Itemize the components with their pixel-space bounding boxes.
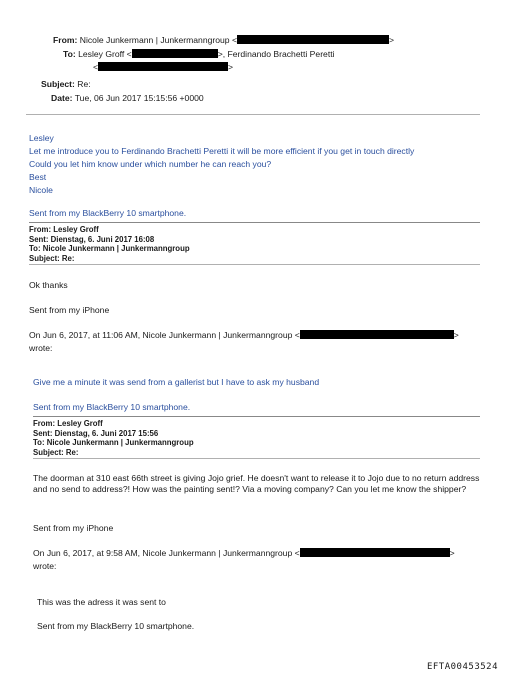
body2-line1: Ok thanks xyxy=(29,280,68,290)
body4-on-line xyxy=(33,548,455,559)
quote2-subject: Subject: Re: xyxy=(33,448,79,458)
from-label: From: xyxy=(53,35,78,45)
body1-line4: Best xyxy=(29,172,47,182)
from-end: > xyxy=(389,35,395,45)
divider xyxy=(33,458,480,459)
redaction-box xyxy=(132,49,218,58)
redaction-box xyxy=(300,330,454,339)
to-label: To: xyxy=(63,49,76,59)
divider xyxy=(29,222,480,223)
quote2-from: From: Lesley Groff xyxy=(33,419,103,428)
body1-line2: Let me introduce you to Ferdinando Brachetti Peretti it will be more efficient if you get in touch directly xyxy=(29,146,415,156)
document-id: EFTA00453524 xyxy=(426,662,498,672)
body1-signature: Sent from my BlackBerry 10 smartphone. xyxy=(29,208,187,218)
body5-signature: Sent from my BlackBerry 10 smartphone. xyxy=(37,621,195,631)
quote1-sent: Sent: Dienstag, 6. Juni 2017 16:08 xyxy=(29,234,155,244)
body2-on-line xyxy=(29,330,459,341)
body2-wrote: wrote: xyxy=(29,343,53,353)
redaction-box xyxy=(98,62,228,71)
body4-paragraph: The doorman at 310 east 66th street is giving Jojo grief. He doesn't want to release it to Jojo due to no return address and no send to address?! How was the painting sent!? Via a moving company? Can you let me know the shipper? xyxy=(33,473,480,495)
header-date-row xyxy=(51,93,204,104)
quote1-subject: Subject: Re: xyxy=(29,254,75,264)
body4-line2: Sent from my iPhone xyxy=(33,523,114,533)
body1-line3: Could you let him know under which number he can reach you? xyxy=(29,159,272,169)
redaction-box xyxy=(300,548,450,557)
quote1-to: To: Nicole Junkermann | Junkermanngroup xyxy=(29,244,190,254)
body2-on-text: On Jun 6, 2017, at 11:06 AM, Nicole Junkermann | Junkermanngroup < xyxy=(29,330,300,340)
subject-value: Re: xyxy=(77,79,91,89)
body2-line2: Sent from my iPhone xyxy=(29,305,110,315)
body1-line1: Lesley xyxy=(29,133,54,143)
body3-line1: Give me a minute it was send from a gallerist but I have to ask my husband xyxy=(33,377,320,387)
body4-wrote: wrote: xyxy=(33,561,57,571)
body4-on-text: On Jun 6, 2017, at 9:58 AM, Nicole Junkermann | Junkermanngroup < xyxy=(33,548,300,558)
to-line2-end: > xyxy=(228,62,234,72)
quote1-header xyxy=(29,225,190,264)
date-label: Date: xyxy=(51,93,73,103)
body5-line1: This was the adress it was sent to xyxy=(37,597,166,607)
subject-label: Subject: xyxy=(41,79,75,89)
divider xyxy=(29,264,480,265)
quote2-header xyxy=(33,419,194,458)
to-value-start: Lesley Groff < xyxy=(78,49,132,59)
divider xyxy=(26,114,480,115)
to-value-mid: >, Ferdinando Brachetti Peretti xyxy=(217,49,335,59)
date-value: Tue, 06 Jun 2017 15:15:56 +0000 xyxy=(74,93,204,103)
body1-line5: Nicole xyxy=(29,185,53,195)
body2-on-end: > xyxy=(453,330,459,340)
header-to-row-2 xyxy=(93,62,233,73)
from-value: Nicole Junkermann | Junkermanngroup < xyxy=(79,35,237,45)
quote1-from: From: Lesley Groff xyxy=(29,225,99,234)
quote2-to: To: Nicole Junkermann | Junkermanngroup xyxy=(33,438,194,448)
body4-on-end: > xyxy=(449,548,455,558)
redaction-box xyxy=(237,35,389,44)
quote2-sent: Sent: Dienstag, 6. Juni 2017 15:56 xyxy=(33,428,159,438)
header-from-row xyxy=(53,35,394,46)
header-to-row xyxy=(63,49,335,60)
divider xyxy=(33,416,480,417)
to-line2-start: < xyxy=(93,62,99,72)
body3-signature: Sent from my BlackBerry 10 smartphone. xyxy=(33,402,191,412)
header-subject-row xyxy=(41,79,91,90)
